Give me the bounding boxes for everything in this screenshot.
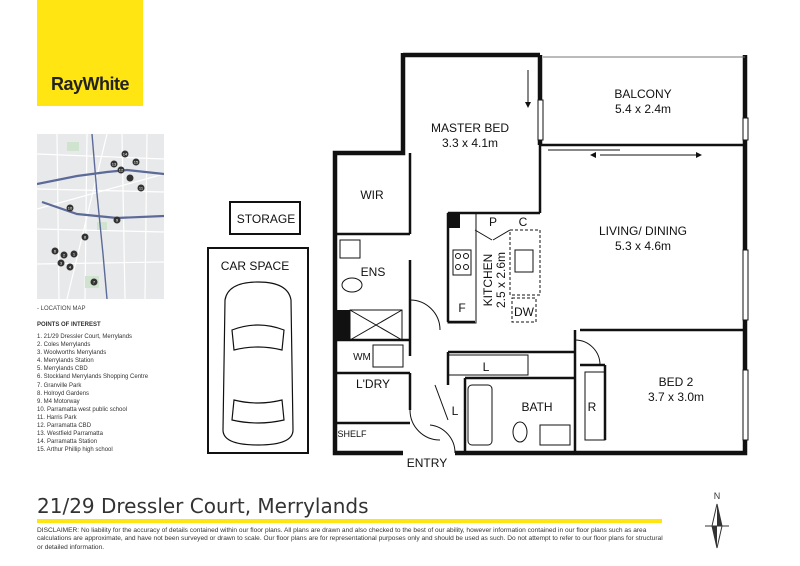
property-address: 21/29 Dressler Court, Merrylands xyxy=(37,494,369,518)
poi-item: 13. Westfield Parramatta xyxy=(37,431,103,438)
linen-top-label: L xyxy=(482,360,490,374)
map-marker-6: 6 xyxy=(53,248,57,254)
map-marker-10: 10 xyxy=(67,205,73,211)
ens-wall-block xyxy=(335,310,350,340)
bath-label: BATH xyxy=(521,400,553,414)
poi-item: 6. Stockland Merrylands Shopping Centre xyxy=(37,374,149,381)
cupboard-label: C xyxy=(518,215,528,229)
poi-item: 2. Coles Merrylands xyxy=(37,342,91,349)
map-marker-3: 3 xyxy=(59,260,63,266)
master-bed-dims: 3.3 x 4.1m xyxy=(441,136,499,150)
accent-bar xyxy=(37,519,662,523)
map-marker-7: 7 xyxy=(92,279,96,285)
storage-label: STORAGE xyxy=(236,212,296,226)
living-dims: 5.3 x 4.6m xyxy=(614,239,672,253)
poi-item: 11. Harris Park xyxy=(37,414,77,421)
compass-icon xyxy=(700,490,734,552)
car-space-label: CAR SPACE xyxy=(220,259,290,273)
dishwasher-label: DW xyxy=(514,305,534,319)
disclaimer-text: DISCLAIMER: No liability for the accuracy of details contained within our floor plans. All plans are drawn and also checked to the best of our ability, however information contained in our floor plans such as area calculations are approximate, and have not been surveyed or drawn to scale. Our floor plans are for representational purposes only and should be used as such. Do not attempt to refer to our floor plans for structural or detailed information. xyxy=(37,527,663,551)
shelf-label: SHELF xyxy=(337,429,367,439)
door-swings xyxy=(410,300,600,453)
map-marker-8: 8 xyxy=(83,234,87,240)
map-marker-2: 2 xyxy=(62,252,66,258)
wm-label: WM xyxy=(353,352,371,363)
robe-label: R xyxy=(587,400,597,414)
pantry-label: P xyxy=(488,215,498,229)
bed2-dims: 3.7 x 3.0m xyxy=(647,390,705,404)
poi-title: POINTS OF INTEREST xyxy=(37,322,101,328)
map-marker-1: 1 xyxy=(72,251,76,257)
poi-item: 5. Merrylands CBD xyxy=(37,366,88,373)
map-marker-13: 13 xyxy=(111,161,117,167)
map-marker-14: 14 xyxy=(122,151,128,157)
poi-item: 15. Arthur Phillip high school xyxy=(37,447,113,454)
car-icon xyxy=(223,282,293,445)
fridge-label: F xyxy=(458,301,466,315)
poi-item: 1. 21/29 Dressler Court, Merrylands xyxy=(37,334,133,340)
kitchen-label: KITCHEN xyxy=(481,253,495,307)
poi-item: 12. Parramatta CBD xyxy=(37,423,92,430)
ens-label: ENS xyxy=(360,265,386,279)
living-label: LIVING/ DINING xyxy=(598,224,688,238)
poi-item: 8. Holroyd Gardens xyxy=(37,390,90,397)
balcony-label: BALCONY xyxy=(614,87,672,101)
poi-item: 4. Merrylands Station xyxy=(37,358,94,365)
map-marker-11: 11 xyxy=(138,185,144,191)
laundry-label: L'DRY xyxy=(355,377,391,391)
windows xyxy=(538,100,748,440)
logo-text: RayWhite xyxy=(50,74,129,94)
kitchen-dims: 2.5 x 2.6m xyxy=(494,251,508,309)
map-marker-12: 12 xyxy=(118,167,124,173)
entry-label: ENTRY xyxy=(406,456,448,470)
map-marker-15: 15 xyxy=(133,159,139,165)
balcony-dims: 5.4 x 2.4m xyxy=(614,102,672,116)
poi-item: 10. Parramatta west public school xyxy=(37,406,128,413)
poi-item: 3. Woolworths Merrylands xyxy=(37,350,107,357)
poi-item: 7. Granville Park xyxy=(37,382,82,389)
map-caption: - LOCATION MAP xyxy=(37,306,86,312)
poi-item: 9. M4 Motorway xyxy=(37,398,80,405)
master-bed-label: MASTER BED xyxy=(430,121,510,135)
kitchen-column xyxy=(448,213,460,228)
linen-entry-label: L xyxy=(451,404,459,418)
compass-n-label: N xyxy=(713,491,721,501)
map-marker-4: 4 xyxy=(68,264,72,270)
poi-item: 14. Parramatta Station xyxy=(37,439,98,446)
bed2-label: BED 2 xyxy=(658,375,694,389)
wir-label: WIR xyxy=(360,188,384,202)
map-marker-9: 9 xyxy=(115,217,119,223)
